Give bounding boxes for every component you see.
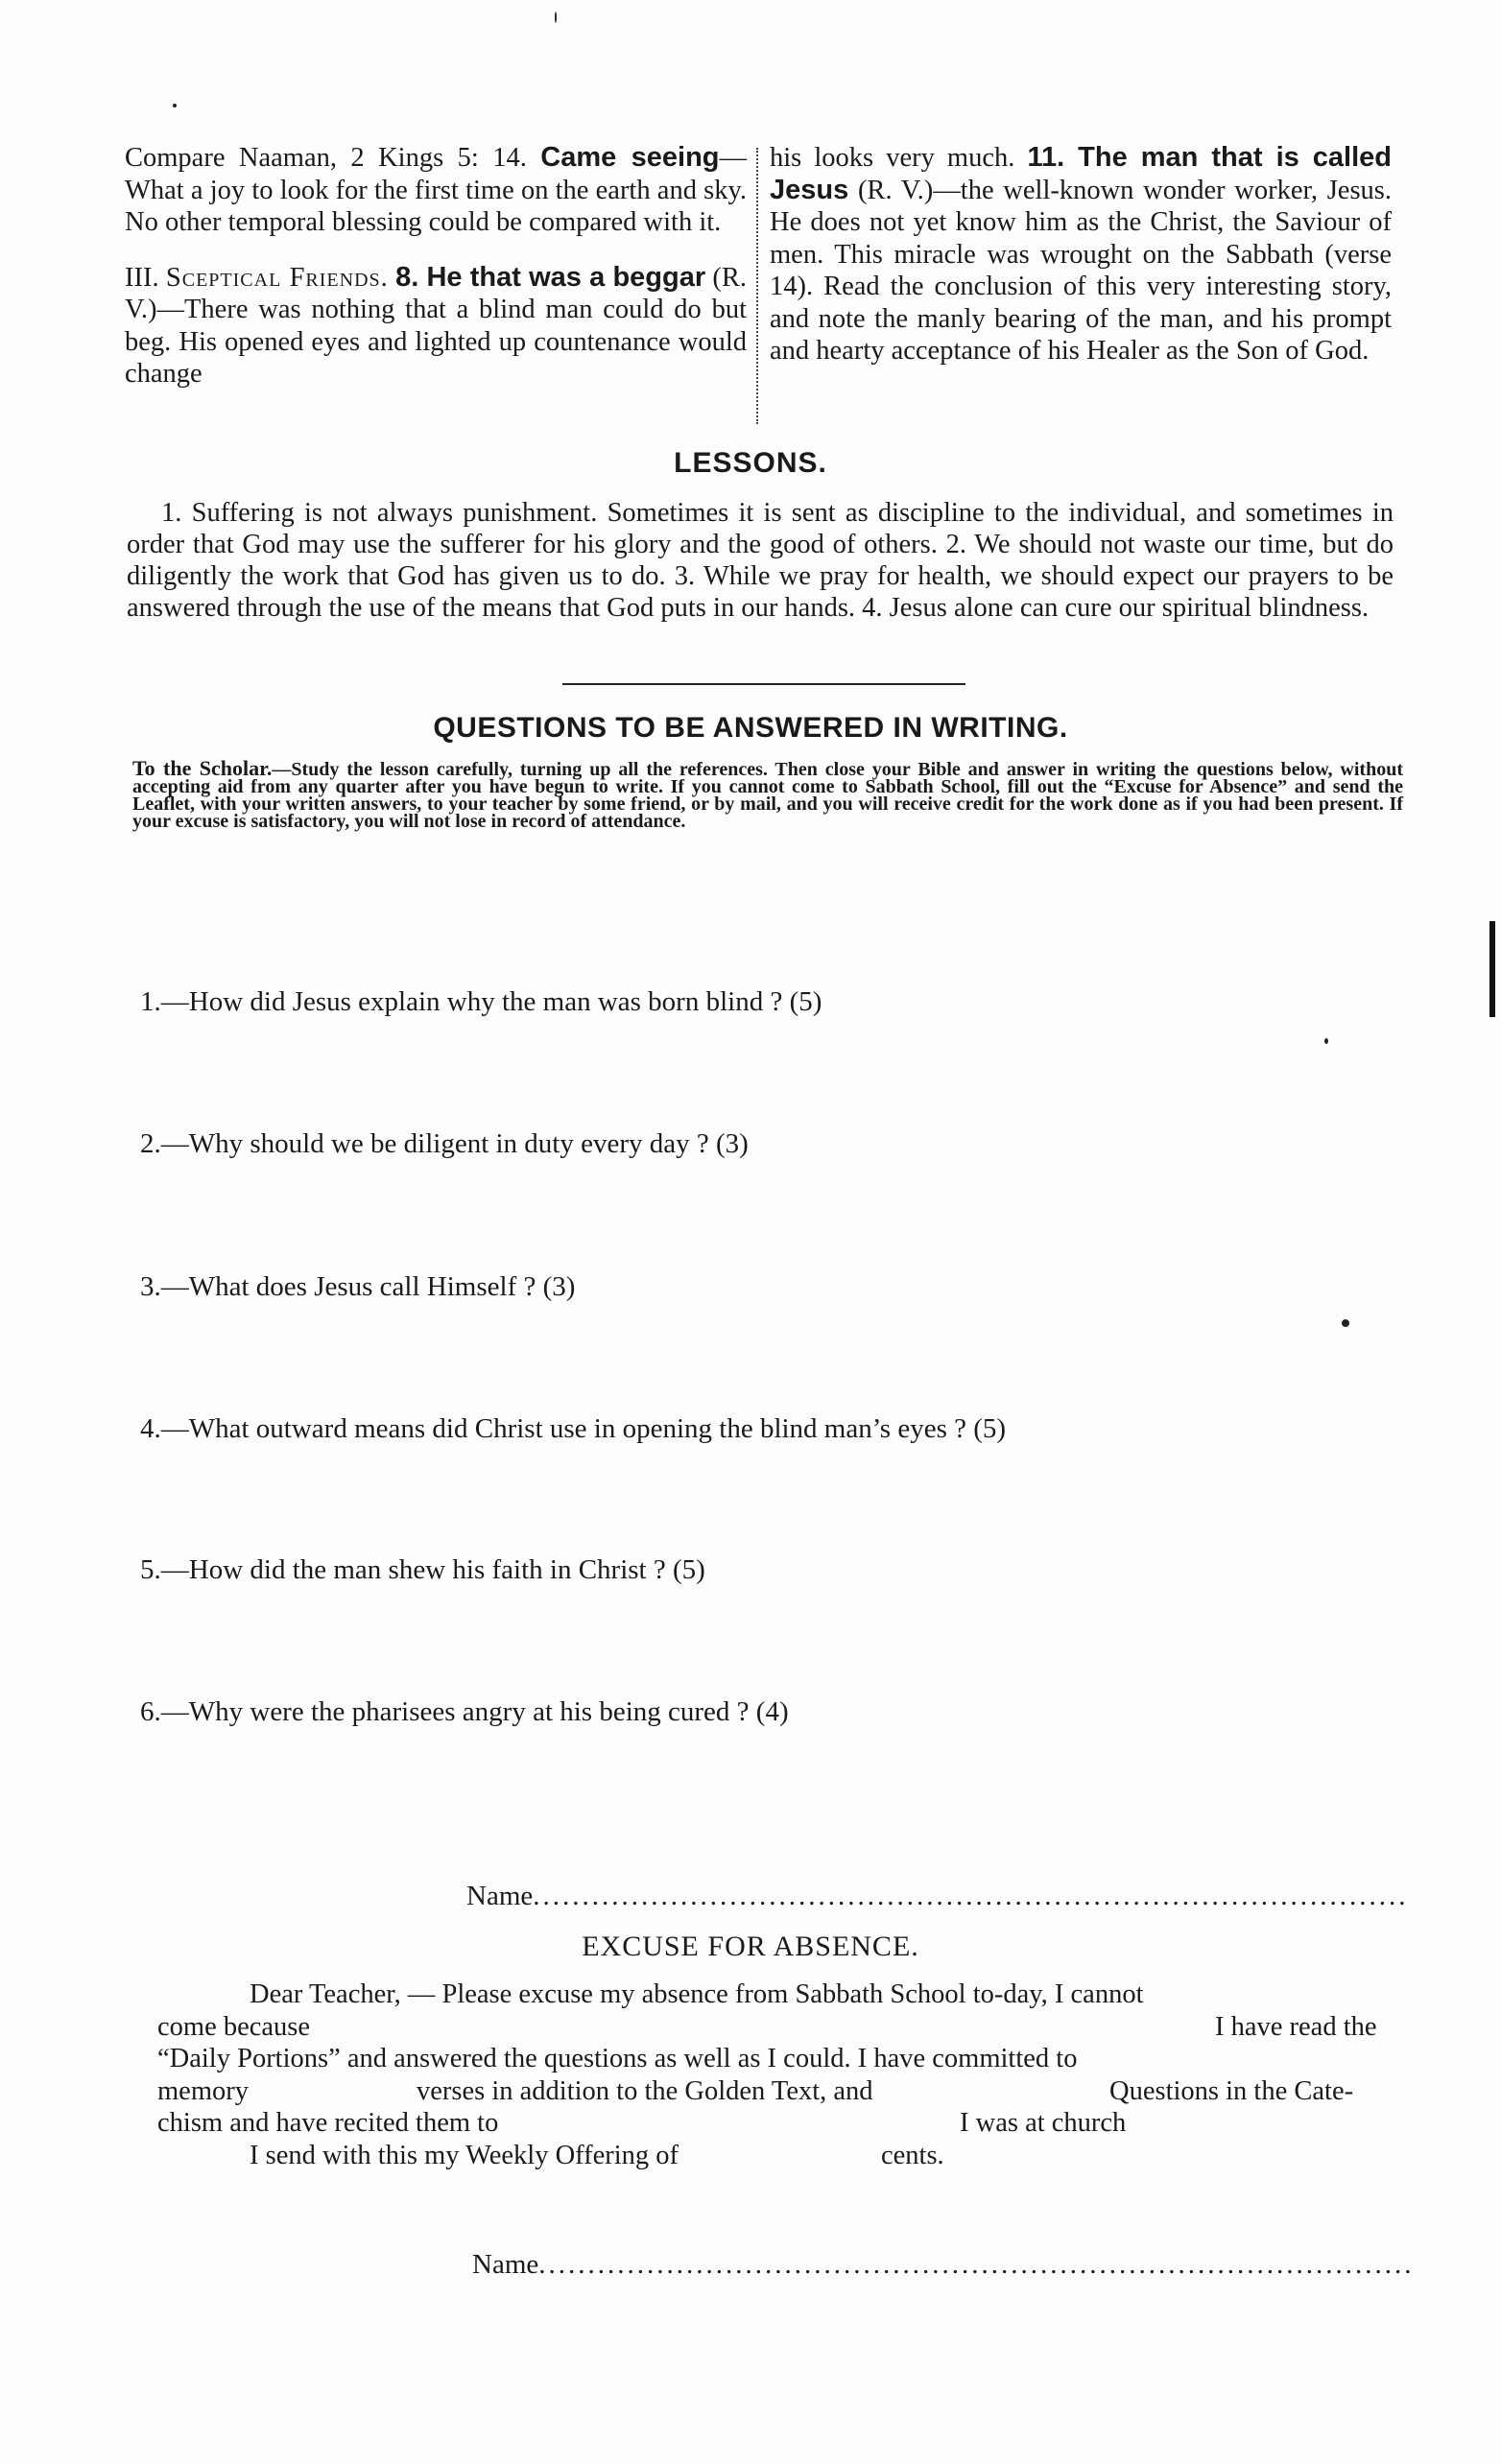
- scan-speck: [1324, 1038, 1328, 1044]
- commentary-paragraph: [770, 142, 1392, 367]
- commentary-text: Compare Naaman, 2 Kings 5: 14.: [125, 143, 527, 173]
- question-2: 2.—Why should we be diligent in duty every day ? (3): [140, 1128, 749, 1159]
- excuse-text: “Daily Portions” and answered the questions as well as I could. I have committed to: [157, 2044, 1078, 2073]
- name-label: Name: [472, 2249, 539, 2280]
- excuse-text: I was at church: [960, 2108, 1127, 2138]
- excuse-line: [157, 2140, 1424, 2172]
- instructions-lead: To the Scholar.: [132, 756, 273, 780]
- section-number: III.: [125, 262, 159, 293]
- commentary-text: his looks very much.: [770, 143, 1015, 173]
- question-4: 4.—What outward means did Christ use in opening the blind man’s eyes ? (5): [140, 1413, 1007, 1444]
- scan-speck: [173, 104, 177, 107]
- excuse-text: I send with this my Weekly Offering of: [250, 2140, 679, 2170]
- question-6: 6.—Why were the pharisees angry at his being cured ? (4): [140, 1696, 789, 1727]
- question-1: 1.—How did Jesus explain why the man was born blind ? (5): [140, 986, 822, 1017]
- excuse-line: [157, 2075, 1424, 2108]
- scan-edge-mark: [1489, 921, 1495, 1017]
- lessons-text: 1. Suffering is not always punishment. Sometimes it is sent as discipline to the individual, and sometimes in order that God may use the sufferer for his glory and the good of others. 2. We should not waste our time, but do diligently the work that God has given us to do. 3. While we pray for health, we should expect our prayers to be answered through the use of the means that God puts in our hands. 4. Jesus alone can cure our spiritual blindness.: [127, 498, 1394, 623]
- verse-heading: Came seeing: [540, 142, 720, 173]
- question-5: 5.—How did the man shew his faith in Christ ? (5): [140, 1554, 705, 1585]
- commentary-paragraph: [125, 142, 747, 239]
- name-field[interactable]: [466, 1881, 1409, 1912]
- verse-heading: 8. He that was a beggar: [395, 261, 706, 293]
- lessons-body: [127, 497, 1394, 624]
- excuse-line: [157, 2043, 1424, 2075]
- excuse-heading: EXCUSE FOR ABSENCE.: [582, 1931, 919, 1962]
- commentary-text: (R. V.)—the well-known wonder worker, Jesus. He does not yet know him as the Christ, the Saviour of men. This miracle was wrought on the Sabbath (verse 14). Read the conclusion of this very interesting story, and note the manly bearing of the man, and his prompt and hearty acceptance of his Healer as the Son of God.: [770, 175, 1392, 366]
- column-divider: [756, 148, 758, 424]
- section-divider: [562, 683, 965, 685]
- lessons-heading: LESSONS.: [674, 447, 827, 479]
- commentary-left-column: [125, 142, 747, 391]
- name-label: Name: [466, 1881, 534, 1911]
- excuse-text: verses in addition to the Golden Text, and: [417, 2075, 873, 2106]
- commentary-right-column: [770, 142, 1392, 367]
- excuse-text: Dear Teacher, — Please excuse my absence from Sabbath School to-day, I cannot: [250, 1979, 1144, 2009]
- excuse-text: memory: [157, 2075, 249, 2106]
- commentary-paragraph: [125, 262, 747, 391]
- excuse-name-field[interactable]: [472, 2249, 1415, 2281]
- excuse-text: cents.: [881, 2140, 944, 2170]
- question-3: 3.—What does Jesus call Himself ? (3): [140, 1271, 576, 1302]
- scan-speck: [1342, 1319, 1349, 1327]
- scan-speck: [555, 12, 557, 23]
- commentary-text: (R. V.)—There was nothing that a blind man could do but beg. His opened eyes and lighted up countenance would change: [125, 262, 748, 389]
- excuse-text: Questions in the Cate-: [1109, 2075, 1354, 2106]
- excuse-line: [157, 2011, 1424, 2044]
- scholar-instructions: [132, 756, 1403, 832]
- questions-heading: QUESTIONS TO BE ANSWERED IN WRITING.: [433, 712, 1068, 744]
- verse-heading: 11. The man that is called Jesus: [770, 142, 1392, 205]
- section-heading: Sceptical Friends.: [165, 262, 389, 293]
- excuse-text: I have read the: [1215, 2011, 1377, 2042]
- commentary-columns: [125, 142, 1392, 430]
- excuse-text: chism and have recited them to: [157, 2108, 499, 2138]
- name-dotted-line: .........................................................................................: [533, 1881, 1409, 1911]
- excuse-line: [157, 2107, 1424, 2140]
- excuse-form: [157, 1978, 1424, 2171]
- name-dotted-line: .........................................................................................: [538, 2249, 1415, 2280]
- excuse-text: come because: [157, 2011, 311, 2042]
- commentary-text: —What a joy to look for the first time on the earth and sky. No other temporal blessing could be compared with it.: [125, 143, 748, 237]
- instructions-text: —Study the lesson carefully, turning up all the references. Then close your Bible and answer in writing the questions below, without accepting aid from any quarter after you have begun to write. If you cannot come to Sabbath School, fill out the “Excuse for Absence” and send the Leaflet, with your written answers, to your teacher by some friend, or by mail, and you will receive credit for the work done as if you had been present. If your excuse is satisfactory, you will not lose in record of attendance.: [132, 759, 1403, 832]
- excuse-line: [157, 1978, 1424, 2011]
